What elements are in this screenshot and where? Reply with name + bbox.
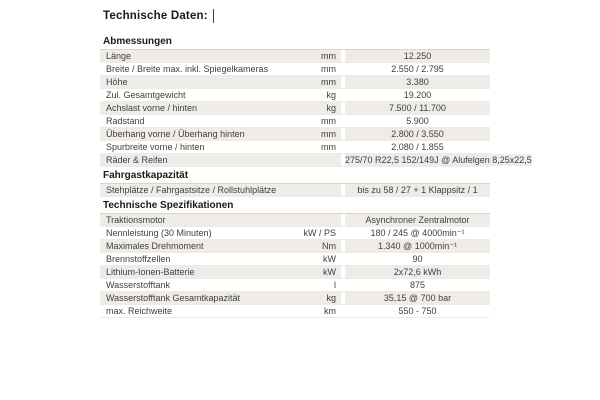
- row-left-cell: [100, 240, 341, 252]
- spec-table: [100, 33, 532, 318]
- table-section: [100, 197, 490, 318]
- document-page: [100, 6, 532, 318]
- row-left-cell: [100, 279, 341, 291]
- section-header: Technische Spezifikationen: [100, 197, 490, 214]
- row-unit: kg: [326, 103, 336, 113]
- row-value: Asynchroner Zentralmotor: [345, 214, 490, 226]
- row-left-cell: [100, 50, 341, 62]
- row-unit: mm: [321, 77, 336, 87]
- row-label: Brennstoffzellen: [106, 254, 171, 264]
- row-left-cell: [100, 227, 341, 239]
- table-row: [100, 141, 490, 154]
- row-unit: mm: [321, 129, 336, 139]
- row-value: 90: [345, 253, 490, 265]
- row-value: 3.380: [345, 76, 490, 88]
- row-left-cell: [100, 141, 341, 153]
- row-unit: mm: [321, 116, 336, 126]
- row-value: 275/70 R22,5 152/149J @ Alufelgen 8,25x22,5: [345, 155, 532, 165]
- table-row: [100, 184, 490, 197]
- row-left-cell: [100, 266, 341, 278]
- row-left-cell: [100, 89, 341, 101]
- row-value: 35,15 @ 700 bar: [345, 292, 490, 304]
- row-value: 550 - 750: [345, 305, 490, 317]
- row-value: 180 / 245 @ 4000min⁻¹: [345, 227, 490, 239]
- row-label: Maximales Drehmoment: [106, 241, 204, 251]
- table-row: [100, 115, 490, 128]
- row-value: 7.500 / 11.700: [345, 102, 490, 114]
- row-left-cell: [100, 184, 341, 196]
- row-unit: mm: [321, 64, 336, 74]
- row-label: Lithium-Ionen-Batterie: [106, 267, 195, 277]
- row-label: Radstand: [106, 116, 145, 126]
- table-row: [100, 89, 490, 102]
- row-unit: Nm: [322, 241, 336, 251]
- row-value: bis zu 58 / 27 + 1 Klappsitz / 1: [345, 184, 490, 196]
- row-left-cell: [100, 102, 341, 114]
- section-header: Abmessungen: [100, 33, 490, 50]
- row-label: Räder & Reifen: [106, 155, 168, 165]
- row-label: max. Reichweite: [106, 306, 173, 316]
- row-left-cell: [100, 253, 341, 265]
- table-row: [100, 266, 490, 279]
- row-value: 2.800 / 3.550: [345, 128, 490, 140]
- row-value: 2.550 / 2.795: [345, 63, 490, 75]
- row-value: 2.080 / 1.855: [345, 141, 490, 153]
- table-row: [100, 253, 490, 266]
- section-rows: [100, 214, 490, 318]
- table-section: [100, 167, 490, 197]
- row-left-cell: [100, 305, 341, 317]
- document-title[interactable]: [103, 8, 490, 24]
- table-row: [100, 292, 490, 305]
- row-unit: mm: [321, 51, 336, 61]
- row-unit: l: [334, 280, 336, 290]
- row-label: Spurbreite vorne / hinten: [106, 142, 205, 152]
- section-rows: [100, 184, 490, 197]
- row-label: Überhang vorne / Überhang hinten: [106, 129, 245, 139]
- table-row: [100, 76, 490, 89]
- table-row: [100, 214, 490, 227]
- row-label: Nennleistung (30 Minuten): [106, 228, 212, 238]
- section-header: Fahrgastkapazität: [100, 167, 490, 184]
- row-left-cell: [100, 214, 341, 226]
- row-left-cell: [100, 63, 341, 75]
- row-left-cell: [100, 154, 341, 166]
- page-title: Technische Daten:: [103, 10, 208, 22]
- row-label: Länge: [106, 51, 132, 61]
- row-label: Zul. Gesamtgewicht: [106, 90, 186, 100]
- row-unit: kW: [323, 267, 336, 277]
- text-cursor: [213, 9, 214, 23]
- row-left-cell: [100, 115, 341, 127]
- row-unit: km: [324, 306, 336, 316]
- table-section: [100, 33, 532, 167]
- row-value: 5.900: [345, 115, 490, 127]
- table-row: [100, 154, 532, 167]
- row-label: Wasserstofftank: [106, 280, 171, 290]
- row-value: 12.250: [345, 50, 490, 62]
- table-row: [100, 50, 490, 63]
- table-row: [100, 240, 490, 253]
- row-value: 875: [345, 279, 490, 291]
- row-unit: kg: [326, 293, 336, 303]
- table-row: [100, 227, 490, 240]
- table-row: [100, 102, 490, 115]
- row-label: Achslast vorne / hinten: [106, 103, 198, 113]
- table-row: [100, 63, 490, 76]
- row-unit: mm: [321, 142, 336, 152]
- row-label: Stehplätze / Fahrgastsitze / Rollstuhlplätze: [106, 185, 277, 195]
- section-rows: [100, 50, 532, 167]
- row-unit: kW: [323, 254, 336, 264]
- row-value: 2x72,6 kWh: [345, 266, 490, 278]
- row-unit: kW / PS: [303, 228, 336, 238]
- row-label: Breite / Breite max. inkl. Spiegelkameras: [106, 64, 269, 74]
- row-value: 1.340 @ 1000min⁻¹: [345, 240, 490, 252]
- row-label: Traktionsmotor: [106, 215, 166, 225]
- table-row: [100, 279, 490, 292]
- row-left-cell: [100, 128, 341, 140]
- row-value: 19.200: [345, 89, 490, 101]
- row-unit: kg: [326, 90, 336, 100]
- table-row: [100, 128, 490, 141]
- row-left-cell: [100, 292, 341, 304]
- row-label: Höhe: [106, 77, 128, 87]
- table-row: [100, 305, 490, 318]
- row-left-cell: [100, 76, 341, 88]
- row-label: Wasserstofftank Gesamtkapazität: [106, 293, 241, 303]
